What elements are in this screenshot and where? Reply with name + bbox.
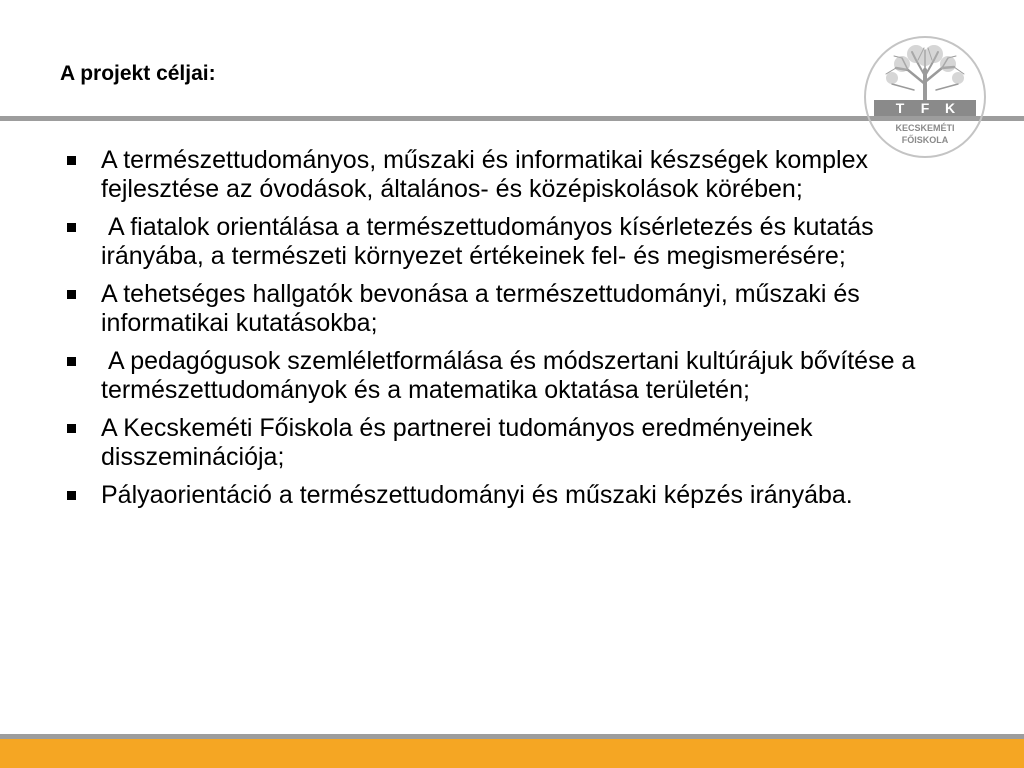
logo-letter-1: T bbox=[895, 100, 905, 116]
logo-line-1: KECSKEMÉTI bbox=[895, 123, 955, 133]
goal-text: A tehetséges hallgatók bevonása a természettudományi, műszaki és informatikai kutatásokba; bbox=[101, 280, 860, 337]
goal-text: Pályaorientáció a természettudományi és műszaki képzés irányába. bbox=[101, 481, 853, 509]
square-bullet-icon bbox=[67, 357, 76, 366]
square-bullet-icon bbox=[67, 424, 76, 433]
goal-item bbox=[60, 481, 960, 510]
goal-text: A természettudományos, műszaki és informatikai készségek komplex fejlesztése az óvodások, általános- és középiskolások körében; bbox=[101, 146, 868, 203]
footer-accent-bar bbox=[0, 739, 1024, 768]
square-bullet-icon bbox=[67, 156, 76, 165]
goal-item bbox=[60, 213, 960, 271]
college-logo bbox=[862, 34, 988, 160]
goal-text: A Kecskeméti Főiskola és partnerei tudományos eredményeinek disszeminációja; bbox=[101, 414, 813, 471]
goals-list bbox=[60, 146, 960, 519]
goal-text: A fiatalok orientálása a természettudományos kísérletezés és kutatás irányába, a természeti környezet értékeinek fel- és megismerésére; bbox=[101, 213, 881, 270]
slide-title: A projekt céljai: bbox=[60, 62, 216, 85]
goal-text: A pedagógusok szemléletformálása és módszertani kultúrájuk bővítése a természettudományok és a matematika oktatása területén; bbox=[101, 347, 923, 404]
square-bullet-icon bbox=[67, 290, 76, 299]
logo-line-2: FŐISKOLA bbox=[901, 135, 949, 145]
goal-item bbox=[60, 146, 960, 204]
square-bullet-icon bbox=[67, 223, 76, 232]
square-bullet-icon bbox=[67, 491, 76, 500]
logo-letter-2: F bbox=[920, 100, 930, 116]
goal-item bbox=[60, 347, 960, 405]
goal-item bbox=[60, 280, 960, 338]
logo-letter-3: K bbox=[944, 100, 956, 116]
goal-item bbox=[60, 414, 960, 472]
